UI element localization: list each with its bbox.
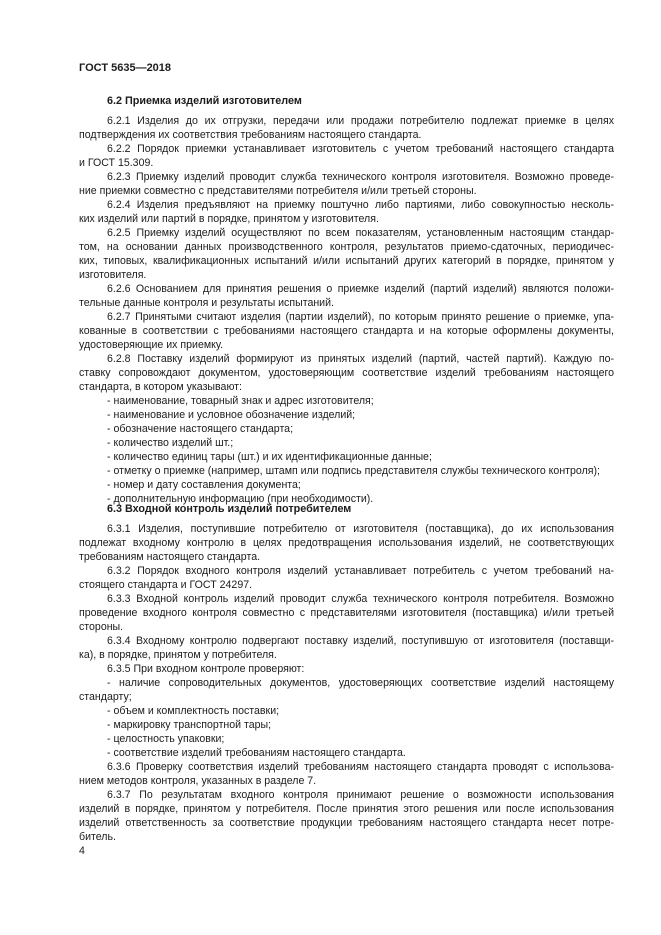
text-line: подтверждения их соответствия требованиям настоящего стандарта. — [79, 129, 422, 141]
section-heading-6-3: 6.3 Входной контроль изделий потребителем — [107, 503, 352, 515]
page-number: 4 — [79, 845, 85, 857]
text-line: 6.2.2 Порядок приемки устанавливает изготовитель с учетом требований настоящего стандарта — [107, 143, 614, 155]
text-line: удостоверяющие их приемку. — [79, 339, 224, 351]
text-line: 6.3.5 При входном контроле проверяют: — [107, 663, 305, 675]
text-line: 6.2.1 Изделия до их отгрузки, передачи или продажи потребителю подлежат приемке в целях — [107, 115, 614, 127]
standard-code-header: ГОСТ 5635—2018 — [79, 62, 172, 74]
text-line: изготовителя. — [79, 269, 147, 281]
section-heading-6-2: 6.2 Приемка изделий изготовителем — [107, 95, 302, 107]
text-line: 6.3.6 Проверку соответствия изделий требованиям настоящего стандарта проводят с использова- — [107, 761, 614, 773]
text-line: и ГОСТ 15.309. — [79, 157, 154, 169]
text-line: 6.3.1 Изделия, поступившие потребителю от изготовителя (поставщика), до их использования — [107, 523, 614, 535]
text-line: стандарту; — [79, 691, 132, 703]
list-item: - количество изделий шт.; — [107, 437, 234, 449]
text-line: 6.2.3 Приемку изделий проводит служба технического контроля изготовителя. Возможно проведе- — [107, 171, 614, 183]
text-line: 6.3.2 Порядок входного контроля изделий устанавливает потребитель с учетом требований на- — [107, 565, 614, 577]
list-item: - наименование и условное обозначение изделий; — [107, 409, 356, 421]
text-line: ка), в порядке, принятом у потребителя. — [79, 649, 277, 661]
text-line: 6.2.5 Приемку изделий осуществляют по всем показателям, установленным настоящим стандар- — [107, 227, 614, 239]
text-line: 6.3.3 Входной контроль изделий проводит служба технического контроля потребителя. Возможно — [107, 593, 614, 605]
text-line: подлежат входному контролю в целях предотвращения использования изделий, не соответствующих — [79, 537, 614, 549]
text-line: требованиям настоящего стандарта. — [79, 551, 261, 563]
text-line: 6.2.8 Поставку изделий формируют из принятых изделий (партий, частей партий). Каждую по- — [107, 353, 614, 365]
list-item: - количество единиц тары (шт.) и их идентификационные данные; — [107, 451, 432, 463]
text-line: 6.3.7 По результатам входного контроля принимают решение о возможности использования — [107, 789, 614, 801]
list-item: - наличие сопроводительных документов, удостоверяющих соответствие изделий настоящему — [107, 677, 614, 689]
text-line: изделий в порядке, принятом у потребителя. После принятия этого решения или после использования — [79, 803, 614, 815]
text-line: тельные данные контроля и результаты испытаний. — [79, 297, 334, 309]
list-item: - обозначение настоящего стандарта; — [107, 423, 294, 435]
text-line: нием методов контроля, указанных в разделе 7. — [79, 775, 317, 787]
text-line: кованные в соответствии с требованиями настоящего стандарта и на которые оформлены документы, — [79, 325, 614, 337]
text-line: изделий ответственность за соответствие продукции требованиям настоящего стандарта несет потре- — [79, 817, 614, 829]
text-line: 6.3.4 Входному контролю подвергают поставку изделий, поступившую от изготовителя (поставщи- — [107, 635, 614, 647]
list-item: - номер и дату составления документа; — [107, 479, 301, 491]
text-line: 6.2.6 Основанием для принятия решения о приемке изделий (партий изделий) являются положи- — [107, 283, 614, 295]
text-line: 6.2.7 Принятыми считают изделия (партии изделий), по которым принято решение о приемке, упа- — [107, 311, 614, 323]
list-item: - наименование, товарный знак и адрес изготовителя; — [107, 395, 374, 407]
text-line: стандарта, в котором указывают: — [79, 381, 242, 393]
text-line: ких, типовых, квалификационных испытаний и/или испытаний других категорий в порядке, принятом у — [79, 255, 614, 267]
text-line: проведение входного контроля совместно с представителями изготовителя (поставщика) и/или третьей — [79, 607, 614, 619]
text-line: ких изделий или партий в порядке, принятом у изготовителя. — [79, 213, 379, 225]
text-line: ние приемки совместно с представителями потребителя и/или третьей стороны. — [79, 185, 477, 197]
list-item: - дополнительную информацию (при необходимости). — [107, 493, 374, 505]
text-line: стороны. — [79, 621, 124, 633]
text-line: стоящего стандарта и ГОСТ 24297. — [79, 579, 253, 591]
text-line: битель. — [79, 831, 116, 843]
list-item: - объем и комплектность поставки; — [107, 705, 280, 717]
list-item: - целостность упаковки; — [107, 733, 225, 745]
list-item: - соответствие изделий требованиям настоящего стандарта. — [107, 747, 406, 759]
list-item: - отметку о приемке (например, штамп или подпись представителя службы технического контроля); — [107, 465, 600, 477]
text-line: том, на основании данных производственного контроля, результатов приемо-сдаточных, периодичес- — [79, 241, 614, 253]
text-line: 6.2.4 Изделия предъявляют на приемку поштучно либо партиями, либо совокупностью несколь- — [107, 199, 614, 211]
text-line: ставку сопровождают документом, удостоверяющим соответствие изделий требованиям настоящего — [79, 367, 614, 379]
list-item: - маркировку транспортной тары; — [107, 719, 272, 731]
